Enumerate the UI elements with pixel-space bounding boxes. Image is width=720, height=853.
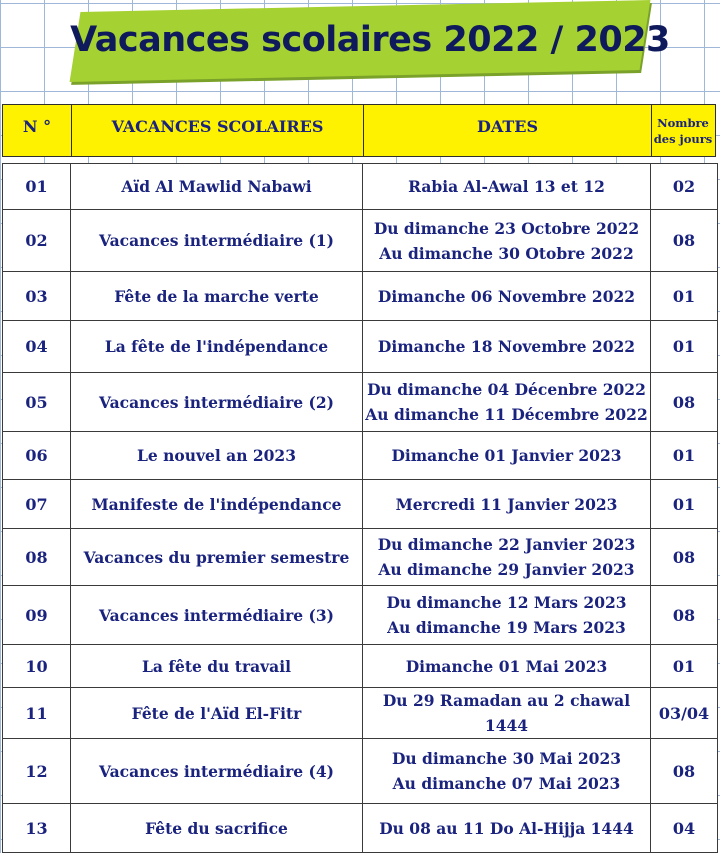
row-days: 04 [651,804,718,853]
table-row [2,321,718,373]
row-dates [363,586,651,645]
date-line: Dimanche 06 Novembre 2022 [377,286,636,306]
date-line: Au dimanche 29 Janvier 2023 [378,560,635,579]
row-number: 06 [2,432,71,480]
header-number: N ° [3,105,72,156]
date-line: Du dimanche 04 Décenbre 2022 [367,380,646,399]
row-dates [363,645,651,688]
row-days: 02 [651,163,718,210]
row-vacation-name: Vacances intermédiaire (3) [71,586,363,645]
vacation-table [2,163,718,853]
row-vacation-name: La fête de l'indépendance [71,321,363,373]
row-days: 08 [651,586,718,645]
header-days [652,105,714,156]
table-row [2,210,718,272]
date-line: Du dimanche 12 Mars 2023 [386,593,627,612]
table-body [2,163,718,853]
row-number: 03 [2,272,71,321]
row-vacation-name: Vacances intermédiaire (2) [71,373,363,432]
row-days: 01 [651,321,718,373]
date-line: Dimanche 01 Mai 2023 [405,656,608,676]
row-number: 10 [2,645,71,688]
date-line: Au dimanche 07 Mai 2023 [392,774,621,793]
table-row [2,688,718,739]
table-row [2,272,718,321]
row-dates [363,739,651,804]
row-vacation-name: Manifeste de l'indépendance [71,480,363,529]
row-days: 08 [651,373,718,432]
date-line: Au dimanche 11 Décembre 2022 [365,405,648,424]
table-row [2,739,718,804]
header-days-line1: Nombre [657,115,709,130]
row-number: 12 [2,739,71,804]
row-vacation-name: Aïd Al Mawlid Nabawi [71,163,363,210]
row-dates [363,529,651,586]
date-line: Du 08 au 11 Do Al-Hijja 1444 [379,818,634,838]
date-line: Au dimanche 30 Otobre 2022 [379,243,634,263]
row-dates [363,272,651,321]
row-number: 01 [2,163,71,210]
date-line: Dimanche 18 Novembre 2022 [377,337,636,356]
date-line: Dimanche 01 Janvier 2023 [391,446,622,465]
row-vacation-name: La fête du travail [71,645,363,688]
row-days: 01 [651,432,718,480]
header-dates: DATES [364,105,652,156]
row-dates [363,688,651,739]
row-vacation-name: Fête de l'Aïd El-Fitr [71,688,363,739]
row-days: 08 [651,210,718,272]
row-number: 08 [2,529,71,586]
header-vacances: VACANCES SCOLAIRES [72,105,364,156]
row-number: 13 [2,804,71,853]
table-row [2,529,718,586]
row-days: 03/04 [651,688,718,739]
table-row [2,373,718,432]
row-vacation-name: Vacances du premier semestre [71,529,363,586]
row-days: 01 [651,645,718,688]
row-vacation-name: Fête de la marche verte [71,272,363,321]
date-line: Rabia Al-Awal 13 et 12 [408,177,605,196]
row-days: 08 [651,739,718,804]
date-line: Du 29 Ramadan au 2 chawal 1444 [382,691,631,735]
row-vacation-name: Fête du sacrifice [71,804,363,853]
table-row [2,432,718,480]
table-row [2,645,718,688]
row-vacation-name: Le nouvel an 2023 [71,432,363,480]
page-title: Vacances scolaires 2022 / 2023 [70,20,670,60]
table-row [2,586,718,645]
date-line: Du dimanche 23 Octobre 2022 [373,218,640,238]
table-row [2,804,718,853]
row-dates [363,321,651,373]
date-line: Mercredi 11 Janvier 2023 [395,494,618,514]
row-number: 11 [2,688,71,739]
row-days: 01 [651,272,718,321]
row-dates [363,432,651,480]
row-number: 09 [2,586,71,645]
row-vacation-name: Vacances intermédiaire (1) [71,210,363,272]
row-number: 05 [2,373,71,432]
date-line: Au dimanche 19 Mars 2023 [387,618,626,637]
row-dates [363,373,651,432]
date-line: Du dimanche 22 Janvier 2023 [377,535,636,554]
row-vacation-name: Vacances intermédiaire (4) [71,739,363,804]
table-header [2,104,716,157]
row-number: 04 [2,321,71,373]
row-dates [363,210,651,272]
row-dates [363,163,651,210]
row-days: 01 [651,480,718,529]
table-row [2,480,718,529]
row-number: 02 [2,210,71,272]
table-row [2,163,718,210]
row-dates [363,480,651,529]
date-line: Du dimanche 30 Mai 2023 [391,749,622,768]
row-dates [363,804,651,853]
row-number: 07 [2,480,71,529]
row-days: 08 [651,529,718,586]
header-days-line2: des jours [653,131,713,146]
